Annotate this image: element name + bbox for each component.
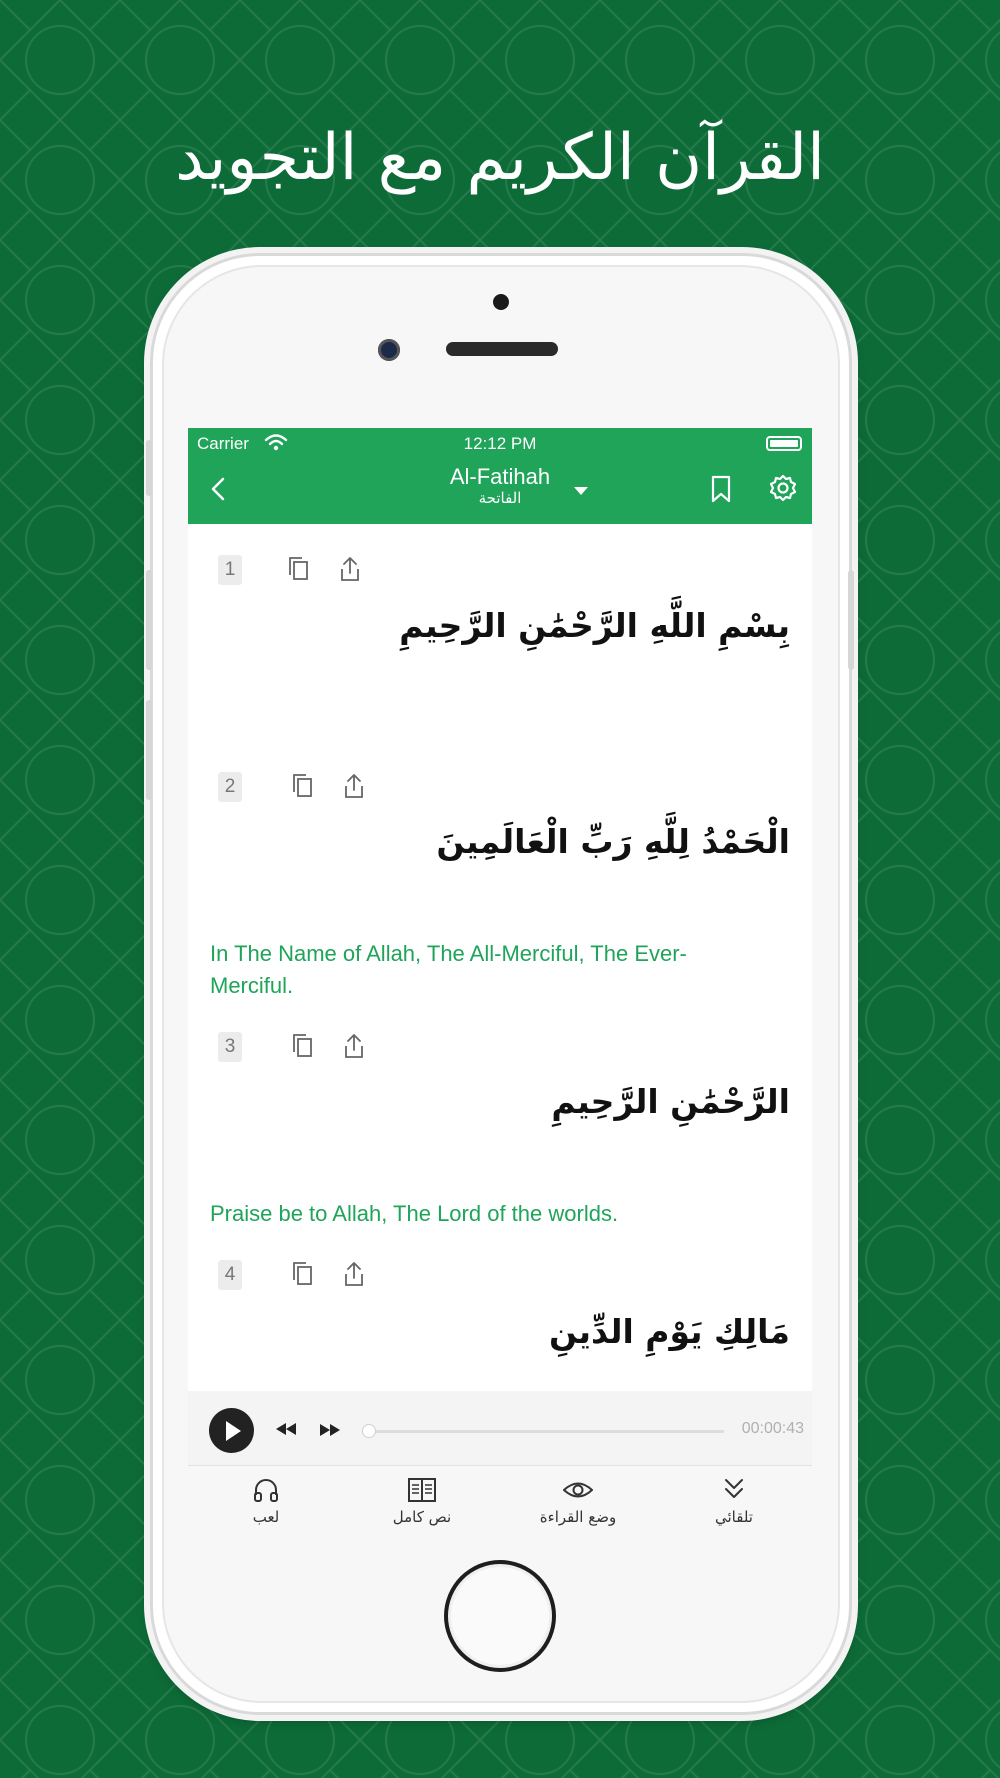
fast-forward-icon[interactable] (318, 1422, 342, 1438)
bottom-tab-bar (188, 1465, 812, 1540)
verse-translation-3: Praise be to Allah, The Lord of the worlds. (210, 1201, 619, 1226)
power-button (848, 570, 854, 670)
playback-time: 00:00:43 (741, 1420, 804, 1437)
audio-player (188, 1391, 812, 1465)
tab-auto[interactable] (656, 1466, 812, 1540)
verse-arabic-2: الْحَمْدُ لِلَّهِ رَبِّ الْعَالَمِينَ (436, 822, 790, 861)
verse-header-2 (218, 772, 378, 808)
share-icon[interactable] (342, 1260, 366, 1288)
verse-arabic-3: الرَّحْمَٰنِ الرَّحِيمِ (551, 1082, 790, 1121)
volume-up-button (146, 570, 152, 670)
status-bar (188, 428, 812, 458)
copy-icon[interactable] (286, 555, 310, 583)
copy-icon[interactable] (290, 1260, 314, 1288)
battery-icon (766, 436, 802, 451)
tab-play[interactable] (188, 1466, 344, 1540)
double-chevron-down-icon (719, 1476, 749, 1504)
surah-subtitle: الفاتحة (478, 490, 522, 507)
app-screen (188, 428, 812, 1540)
share-icon[interactable] (338, 555, 362, 583)
app-header (188, 428, 812, 524)
tab-label: وضع القراءة (539, 1508, 617, 1526)
eye-icon (563, 1476, 593, 1504)
share-icon[interactable] (342, 1032, 366, 1060)
progress-slider[interactable] (362, 1430, 724, 1433)
copy-icon[interactable] (290, 1032, 314, 1060)
tab-label: لعب (252, 1508, 280, 1526)
tab-full-text[interactable] (344, 1466, 500, 1540)
bookmark-button[interactable] (708, 474, 734, 504)
settings-button[interactable] (768, 473, 798, 503)
volume-down-button (146, 700, 152, 800)
carrier-label: Carrier (197, 434, 249, 453)
rewind-icon[interactable] (274, 1421, 298, 1437)
copy-icon[interactable] (290, 772, 314, 800)
book-icon (407, 1476, 437, 1504)
headphones-icon (251, 1476, 281, 1504)
verse-header-4 (218, 1260, 378, 1296)
verse-number: 2 (218, 772, 242, 802)
earpiece-speaker (446, 342, 558, 356)
front-camera (378, 339, 400, 361)
verse-number: 1 (218, 555, 242, 585)
verse-header-3 (218, 1032, 378, 1068)
share-icon[interactable] (342, 772, 366, 800)
tab-reading-mode[interactable] (500, 1466, 656, 1540)
home-button[interactable] (444, 1560, 556, 1672)
status-time: 12:12 PM (463, 434, 537, 453)
verse-number: 4 (218, 1260, 242, 1290)
verse-translation-2: In The Name of Allah, The All-Merciful, The Ever-Merciful. (210, 941, 687, 998)
verse-number: 3 (218, 1032, 242, 1062)
proximity-sensor (493, 294, 509, 310)
mute-switch (146, 440, 152, 496)
caret-down-icon[interactable] (574, 487, 588, 495)
surah-title: Al-Fatihah (449, 464, 551, 489)
tab-label: تلقائي (715, 1508, 753, 1526)
verse-arabic-1: بِسْمِ اللَّهِ الرَّحْمَٰنِ الرَّحِيمِ (399, 606, 790, 645)
play-button[interactable] (209, 1408, 254, 1453)
verse-arabic-4: مَالِكِ يَوْمِ الدِّينِ (548, 1312, 790, 1351)
promo-headline: القرآن الكريم مع التجويد (175, 121, 825, 195)
progress-slider-handle[interactable] (362, 1424, 376, 1438)
tab-label: نص كامل (392, 1508, 452, 1526)
verse-header-1 (218, 555, 378, 591)
